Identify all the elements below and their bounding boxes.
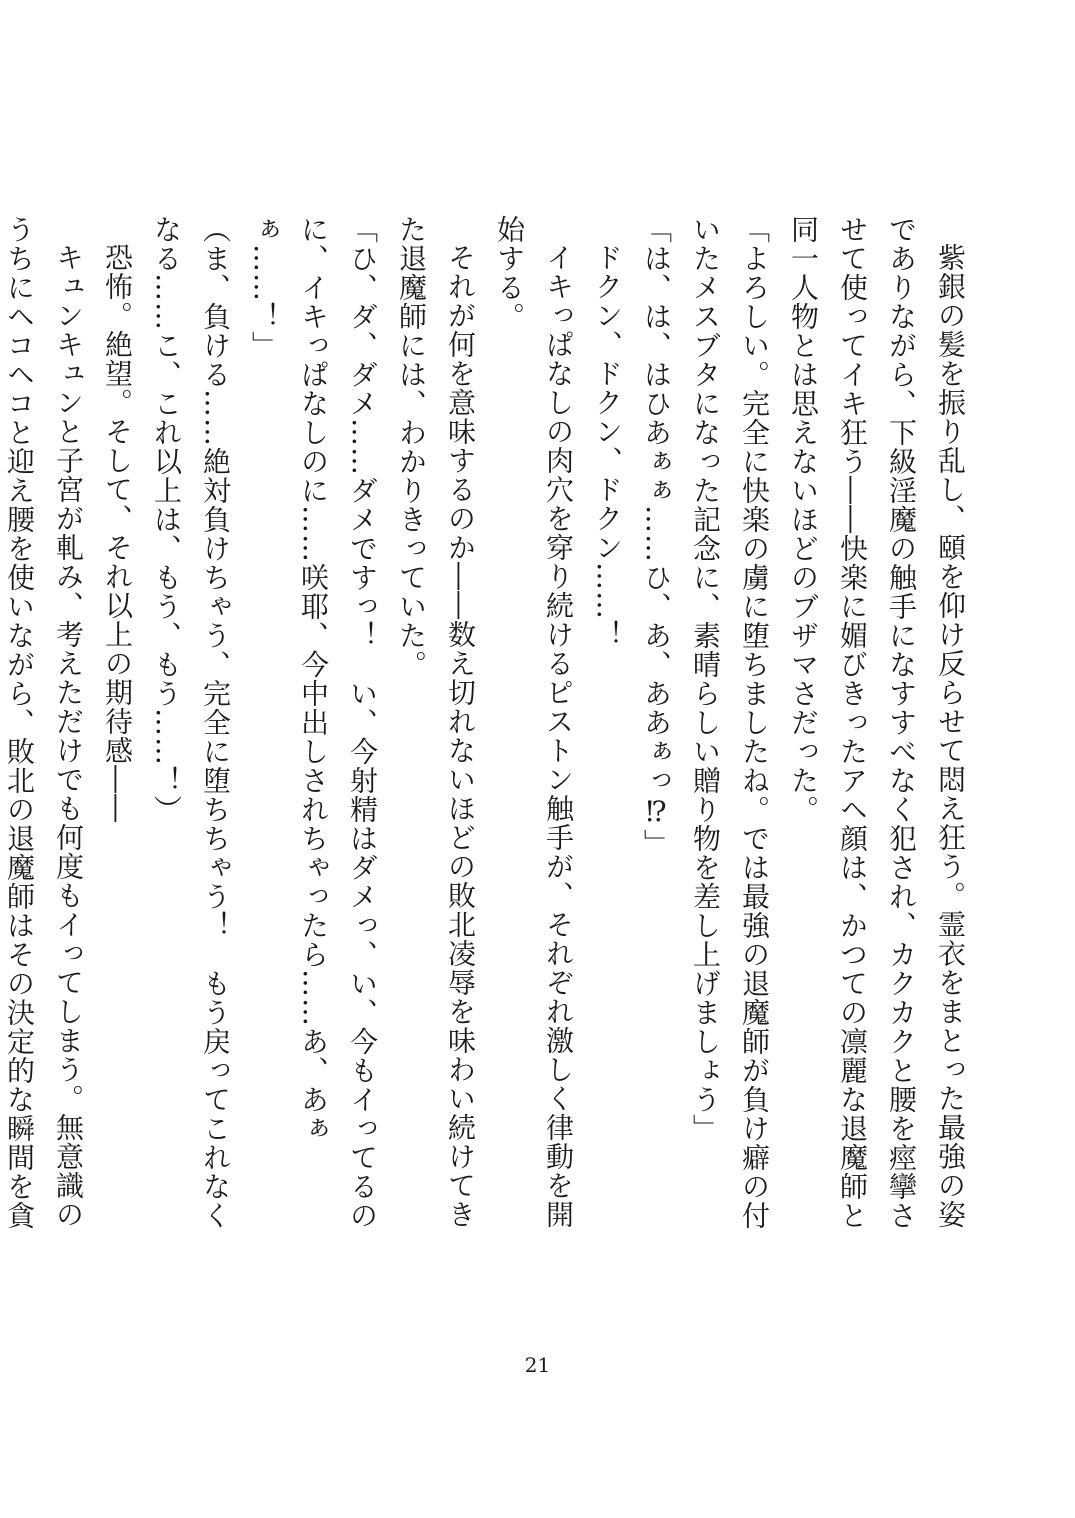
paragraph-6: それが何を意味するのか――数え切れないほどの敗北凌辱を味わい続けてきた退魔師には、わかりきっていた。 xyxy=(395,215,477,1229)
paragraph-5: イキっぱなしの肉穴を穿り続けるピストン触手が、それぞれ激しく律動を開始する。 xyxy=(493,215,575,1229)
paragraph-2: 「よろしい。完全に快楽の虜に堕ちましたね。では最強の退魔師が負け癖の付いたメスブタになった記念に、素晴らしい贈り物を差し上げましょう」 xyxy=(689,215,771,1230)
page-number: 21 xyxy=(524,1353,551,1377)
paragraph-7: 「ひ、ダ、ダメ……ダメですっ！ い、今射精はダメっ、い、今もイってるのに、イキっぱなしのに……咲耶、今中出しされちゃったら……あ、あぁぁ……！」 xyxy=(248,215,379,1230)
paragraph-8: （ま、負ける……絶対負けちゃう、完全に堕ちちゃう！ もう戻ってこれなくなる……こ、これ以上は、もう、もう……！） xyxy=(150,215,232,1230)
paragraph-1: 紫銀の髪を振り乱し、頤を仰け反らせて悶え狂う。霊衣をまとった最強の姿でありながら、下級淫魔の触手になすすべなく犯され、カクカクと腰を痙攣させて使ってイキ狂う――快楽に媚びきったアヘ顔は、かつての凛麗な退魔師と同一人物とは思えないほどのブザマさだった。 xyxy=(787,215,967,1230)
vertical-text-body xyxy=(3,215,975,1235)
paragraph-4: ドクン、ドクン、ドクン……！ xyxy=(591,243,624,649)
paragraph-10: キュンキュンと子宮が軋み、考えただけでも何度もイってしまう。無意識のうちにヘコヘコと迎え腰を使いながら、敗北の退魔師はその決定的な瞬間を貪 xyxy=(3,215,85,1230)
paragraph-9: 恐怖。絶望。そして、それ以上の期待感―― xyxy=(101,243,134,823)
paragraph-3: 「は、は、はひあぁぁ……ひ、あ、ああぁっ⁉」 xyxy=(640,215,673,858)
